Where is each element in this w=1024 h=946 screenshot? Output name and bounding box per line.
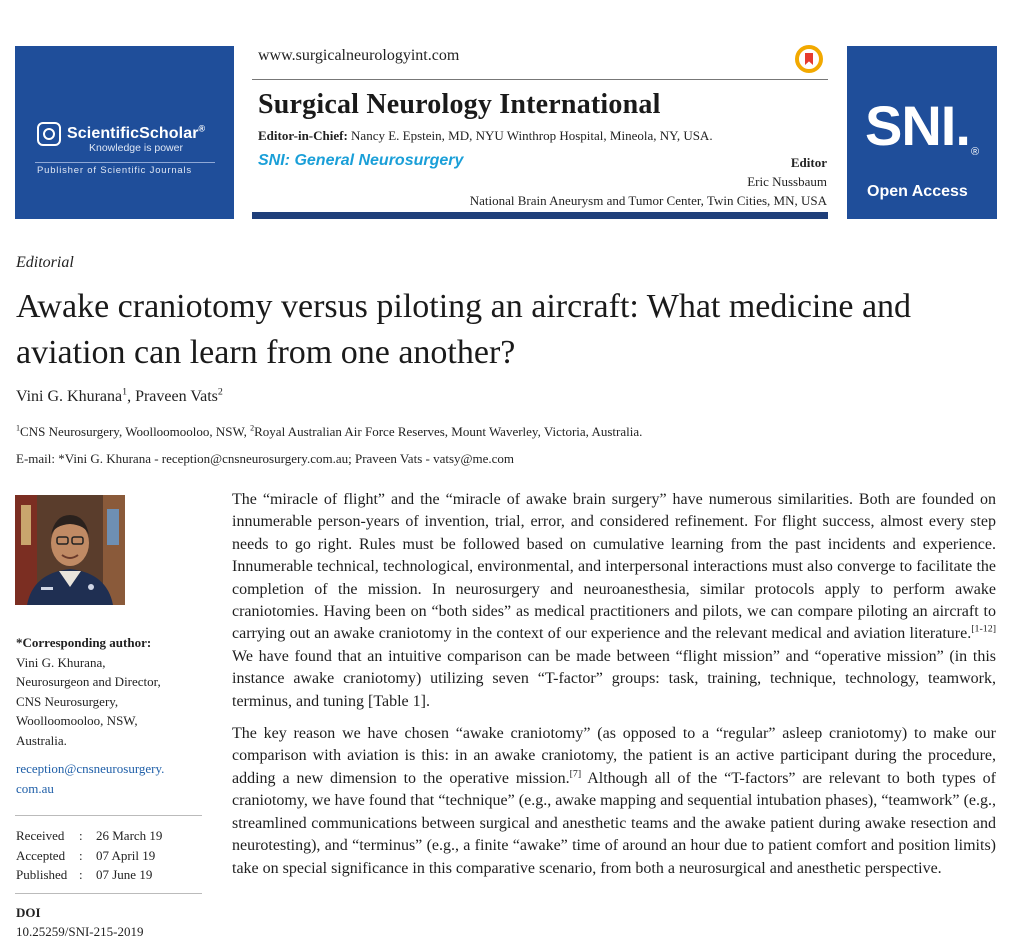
corresponding-author-line: Neurosurgeon and Director, bbox=[16, 674, 161, 689]
article-type: Editorial bbox=[16, 254, 74, 271]
publisher-subline: Publisher of Scientific Journals bbox=[37, 165, 192, 176]
body-text: The “miracle of flight” and the “miracle of awake brain surgery” have numerous similarities. Both are founded on innumerable person-years of invention, trial, error, and considered refinement. For flight success, almost every step needs to go right. Rules must be followed based on cumulative learning from the past incidents and experience. Innumerable technical, technological, environmental, and interpersonal interactions must also converge to facilitate the completion of the mission. In neurosurgery and neuroanesthesia, similar protocols apply to perform awake craniotomies. Having been on “both sides” as medical practitioners and pilots, we can compare piloting an aircraft to carrying out an awake craniotomy in the context of our experience and the relevant medical and aviation literature. bbox=[232, 491, 996, 643]
affiliation-number: 2 bbox=[250, 423, 255, 433]
bookmark-icon[interactable] bbox=[795, 45, 823, 73]
editor-in-chief-label: Editor-in-Chief: bbox=[258, 128, 348, 143]
sni-logo bbox=[865, 94, 970, 157]
sidebar-divider bbox=[15, 893, 202, 894]
sidebar-divider bbox=[15, 815, 202, 816]
editor-name: Eric Nussbaum bbox=[747, 174, 827, 189]
affiliations bbox=[16, 424, 642, 440]
sni-logo-block bbox=[847, 46, 997, 219]
date-value: 26 March 19 bbox=[96, 828, 163, 843]
corresponding-email-link[interactable]: reception@cnsneurosurgery. bbox=[16, 761, 165, 776]
article-body bbox=[232, 489, 996, 890]
doi-label: DOI bbox=[16, 905, 41, 920]
author-portrait-image bbox=[15, 495, 125, 605]
publisher-name: ScientificScholar bbox=[67, 125, 199, 142]
sni-logo-text: SNI bbox=[865, 94, 956, 157]
editor-in-chief-name: Nancy E. Epstein, MD, NYU Winthrop Hospital, Mineola, NY, USA. bbox=[351, 128, 713, 143]
author-email-line: E-mail: *Vini G. Khurana - reception@cnsneurosurgery.com.au; Praveen Vats - vatsy@me.com bbox=[16, 451, 515, 466]
corresponding-author-line: Australia. bbox=[16, 732, 67, 748]
corresponding-author-block bbox=[16, 633, 206, 798]
date-separator: : bbox=[79, 847, 83, 863]
date-row bbox=[16, 865, 162, 885]
publisher-tagline: Knowledge is power bbox=[89, 142, 183, 154]
publisher-divider bbox=[35, 162, 215, 163]
affiliation-text: CNS Neurosurgery, Woolloomooloo, NSW, bbox=[20, 424, 251, 439]
author-separator: , bbox=[127, 388, 136, 405]
author-name: Praveen Vats bbox=[135, 388, 218, 405]
publisher-logo-block bbox=[15, 46, 234, 219]
author-photo bbox=[15, 495, 125, 605]
date-row bbox=[16, 846, 162, 866]
author-affiliation-number: 1 bbox=[122, 386, 128, 398]
journal-section: SNI: General Neurosurgery bbox=[258, 152, 464, 169]
date-label: Published bbox=[16, 867, 68, 882]
sni-logo-dot: . bbox=[955, 94, 970, 157]
editor-in-chief bbox=[258, 128, 713, 144]
corresponding-email-link[interactable]: com.au bbox=[16, 780, 54, 796]
date-value: 07 April 19 bbox=[96, 847, 156, 863]
article-title: Awake craniotomy versus piloting an aircraft: What medicine and aviation can learn from one another? bbox=[16, 288, 912, 371]
citation-reference[interactable]: [7] bbox=[569, 768, 582, 780]
journal-url-link[interactable]: www.surgicalneurologyint.com bbox=[258, 47, 460, 64]
scientificscholar-logo-icon bbox=[37, 122, 61, 146]
body-paragraph bbox=[232, 723, 996, 880]
journal-title: Surgical Neurology International bbox=[258, 89, 661, 120]
header-bar bbox=[252, 212, 828, 219]
body-text: Although all of the “T-factors” are relevant to both types of craniotomy, we have found that “technique” (e.g., awake mapping and sequential intubation phases), “teamwork” (e.g., streamlined communications between surgical and anesthetic teams and the awake patient during awake resection and neurotesting), and “terminus” (e.g., a finite “awake” time of around an hour due to patient comfort and position limits) take on special significance in this comparative scenario, from both a neurosurgical and anesthetic perspective. bbox=[232, 769, 996, 877]
corresponding-author-line: CNS Neurosurgery, bbox=[16, 693, 119, 709]
author-name: Vini G. Khurana bbox=[16, 388, 123, 405]
sni-registered-mark: ® bbox=[971, 146, 980, 158]
author-list bbox=[16, 388, 223, 406]
date-value: 07 June 19 bbox=[96, 867, 153, 882]
author-affiliation-number: 2 bbox=[217, 386, 223, 398]
date-separator: : bbox=[79, 828, 83, 843]
open-access-label: Open Access bbox=[867, 183, 968, 200]
editor-label: Editor bbox=[790, 155, 827, 170]
date-label: Accepted bbox=[16, 847, 66, 863]
body-text: The key reason we have chosen “awake craniotomy” (as opposed to a “regular” asleep craniotomy) to make our comparison with aviation is this: in an awake craniotomy, the patient is an active participant during the procedure, adding a new dimension to the operative mission. bbox=[232, 725, 996, 787]
citation-reference[interactable]: [1-12] bbox=[971, 624, 996, 636]
corresponding-author-title: *Corresponding author: bbox=[16, 635, 152, 650]
article-dates bbox=[16, 826, 162, 885]
date-label: Received bbox=[16, 828, 65, 843]
affiliation-text: Royal Australian Air Force Reserves, Mount Waverley, Victoria, Australia. bbox=[254, 424, 643, 439]
body-paragraph bbox=[232, 489, 996, 713]
corresponding-author-line: Woolloomooloo, NSW, bbox=[16, 713, 138, 728]
corresponding-author-line: Vini G. Khurana, bbox=[16, 654, 106, 670]
editor-affiliation: National Brain Aneurysm and Tumor Center, Twin Cities, MN, USA bbox=[469, 193, 827, 208]
spacer bbox=[16, 750, 206, 759]
publisher-registered-mark: ® bbox=[198, 123, 206, 134]
affiliation-number: 1 bbox=[16, 423, 21, 433]
body-text: We have found that an intuitive comparison can be made between “flight mission” and “operative mission” (in this instance awake craniotomy) utilizing seven “T-factor” groups: task, training, technique, technology, teamwork, terminus, and tuning [Table 1]. bbox=[232, 647, 996, 710]
doi-link[interactable]: 10.25259/SNI-215-2019 bbox=[16, 924, 144, 939]
date-separator: : bbox=[79, 867, 83, 882]
header-rule bbox=[252, 79, 828, 80]
date-row bbox=[16, 826, 162, 846]
